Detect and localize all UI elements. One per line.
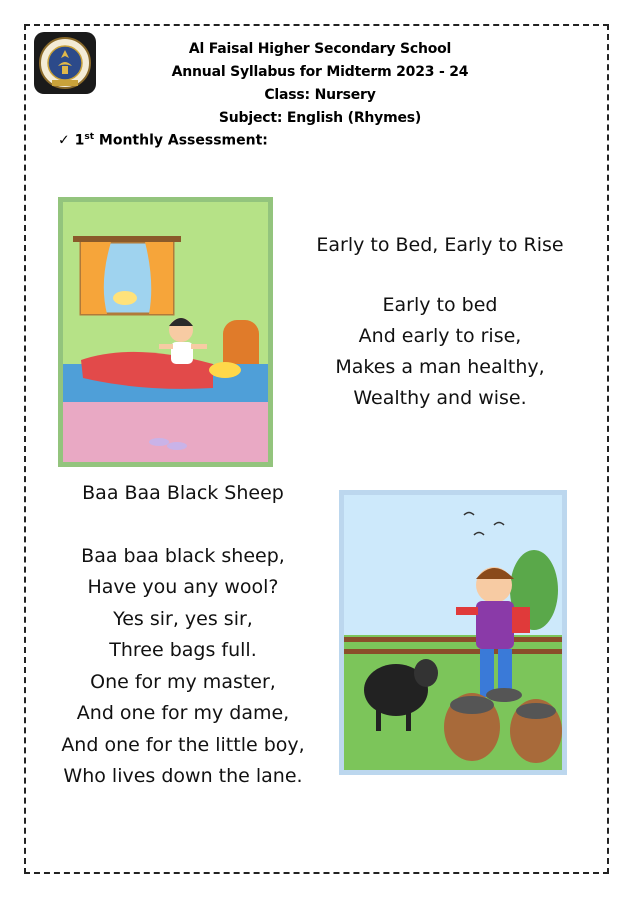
rhyme-line: Have you any wool? [87, 576, 279, 598]
rhyme-title: Baa Baa Black Sheep [82, 482, 284, 504]
rhyme-line: And one for my dame, [76, 702, 290, 724]
boy-with-sheep-illustration [339, 490, 567, 775]
rhyme-line: Wealthy and wise. [353, 387, 527, 409]
ordinal-number: 1 [74, 132, 85, 149]
document-header [130, 38, 510, 130]
class-label: Class: Nursery [264, 87, 376, 103]
rhyme-early-to-bed [300, 230, 580, 414]
assessment-label: Monthly Assessment: [98, 132, 268, 149]
ordinal-suffix: st [84, 132, 95, 142]
rhyme-line: One for my master, [90, 670, 276, 693]
checkmark-icon: ✓ [58, 132, 70, 149]
rhyme-line: Makes a man healthy, [335, 356, 545, 378]
assessment-heading [58, 132, 268, 149]
rhyme-line: Early to bed [382, 294, 498, 316]
boy-waking-illustration [58, 197, 273, 467]
rhyme-line: Baa baa black sheep, [81, 544, 285, 567]
syllabus-title: Annual Syllabus for Midterm 2023 - 24 [171, 64, 469, 80]
rhyme-line: And early to rise, [358, 325, 522, 347]
rhyme-line: Who lives down the lane. [63, 765, 303, 787]
school-logo-icon [34, 32, 96, 94]
rhyme-line: And one for the little boy, [61, 733, 305, 756]
school-name: Al Faisal Higher Secondary School [188, 41, 452, 57]
subject-label: Subject: English (Rhymes) [218, 110, 422, 126]
rhyme-line: Three bags full. [109, 639, 257, 661]
rhyme-title: Early to Bed, Early to Rise [316, 234, 564, 256]
rhyme-baa-baa-black-sheep [48, 478, 318, 793]
rhyme-line: Yes sir, yes sir, [113, 607, 253, 630]
